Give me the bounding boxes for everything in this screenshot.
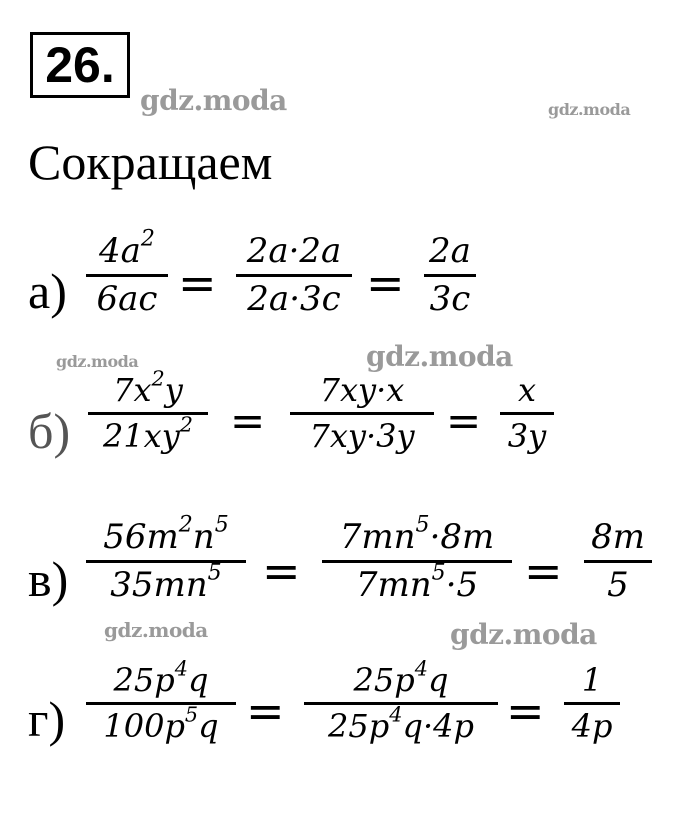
fraction-3 [500, 372, 554, 455]
fraction-bar [564, 702, 620, 705]
denominator: $7mn^5\cdot 5$ [355, 559, 479, 606]
denominator: $100p^5q$ [103, 702, 219, 745]
numerator: x [517, 371, 537, 409]
fraction-1 [86, 225, 168, 320]
denominator: 5 [607, 565, 629, 606]
watermark: gdz.moda [104, 618, 208, 642]
denominator: 2a·3c [247, 279, 341, 320]
watermark: gdz.moda [548, 100, 631, 119]
numerator: 7xy·x [319, 371, 405, 409]
fraction-3 [564, 662, 620, 745]
numerator: $25p^4q$ [113, 656, 209, 699]
denominator: 3y [507, 416, 547, 455]
fraction-bar [86, 560, 246, 563]
item-letter: а) [28, 263, 67, 319]
fraction-bar [424, 274, 476, 277]
fraction-2 [304, 656, 498, 745]
problem-number: 26. [30, 32, 130, 98]
denominator: $25p^4q\cdot 4p$ [328, 702, 474, 745]
item-letter: г) [28, 691, 66, 747]
heading: Сокращаем [28, 134, 273, 190]
equals-sign: = [262, 544, 301, 598]
watermark: gdz.moda [56, 352, 139, 371]
denominator: 6ac [96, 279, 158, 320]
fraction-2 [322, 511, 512, 606]
watermark: gdz.moda [140, 84, 287, 117]
numerator: $4a^2$ [99, 225, 155, 271]
fraction-1 [86, 511, 246, 606]
numerator: 1 [581, 661, 603, 699]
fraction-bar [86, 274, 168, 277]
fraction-2 [290, 372, 434, 455]
numerator: $7mn^5\cdot 8m$ [339, 511, 495, 557]
equals-sign: = [230, 396, 266, 445]
fraction-bar [86, 702, 236, 705]
fraction-2 [236, 232, 352, 319]
fraction-bar [236, 274, 352, 277]
equals-sign: = [506, 684, 545, 738]
numerator: 8m [591, 517, 645, 557]
denominator: 3c [429, 279, 471, 320]
numerator: $25p^4q$ [353, 656, 449, 699]
watermark: gdz.moda [366, 340, 513, 373]
fraction-3 [424, 232, 476, 319]
fraction-1 [86, 656, 236, 745]
numerator: $7x^2y$ [113, 366, 183, 409]
fraction-bar [322, 560, 512, 563]
equals-sign: = [178, 256, 217, 310]
fraction-3 [584, 518, 652, 605]
numerator: 2a [429, 231, 471, 271]
item-letter: в) [28, 551, 69, 607]
fraction-bar [500, 412, 554, 415]
item-letter: б) [28, 403, 71, 459]
fraction-1 [88, 366, 208, 455]
equals-sign: = [366, 256, 405, 310]
equals-sign: = [446, 396, 482, 445]
denominator: 7xy·3y [309, 416, 415, 455]
watermark: gdz.moda [450, 618, 597, 651]
equals-sign: = [246, 684, 285, 738]
denominator: $21xy^2$ [102, 412, 194, 455]
equals-sign: = [524, 544, 563, 598]
denominator: 4p [571, 706, 613, 745]
numerator: $56m^2n^5$ [103, 511, 229, 557]
fraction-bar [584, 560, 652, 563]
fraction-bar [290, 412, 434, 415]
numerator: 2a·2a [246, 231, 342, 271]
denominator: $35mn^5$ [110, 559, 222, 606]
